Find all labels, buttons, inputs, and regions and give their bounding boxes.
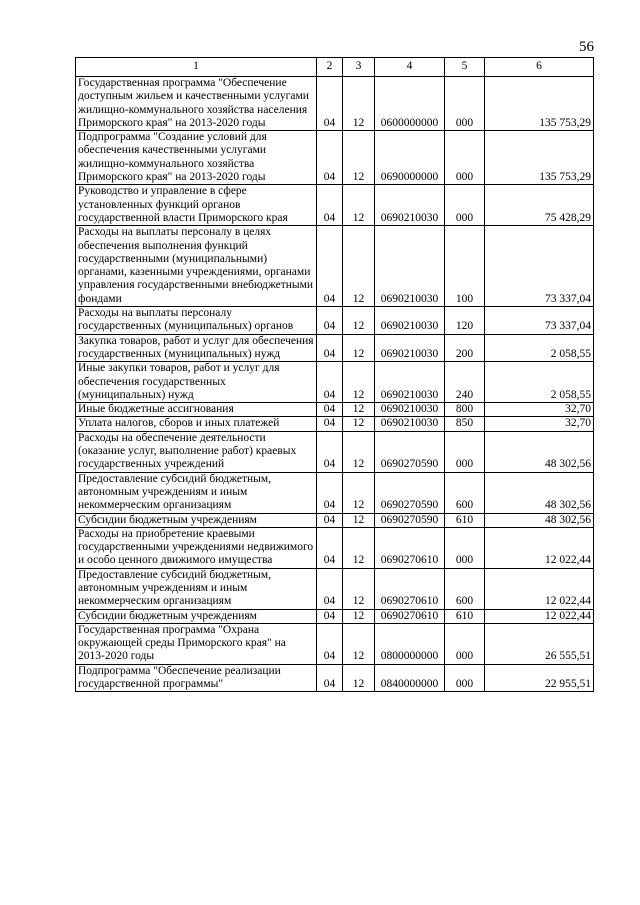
row-target-code: 0690210030 [375, 226, 445, 307]
row-amount: 48 302,56 [485, 472, 594, 513]
table-row [76, 403, 594, 417]
row-target-code: 0690210030 [375, 417, 445, 431]
row-amount: 48 302,56 [485, 513, 594, 527]
row-subsection: 12 [343, 131, 375, 185]
row-subsection: 12 [343, 334, 375, 362]
row-section: 04 [317, 513, 343, 527]
row-name: Государственная программа "Охрана окружающей среды Приморского края" на 2013-2020 годы [76, 623, 317, 664]
budget-table [75, 57, 594, 692]
row-section: 04 [317, 403, 343, 417]
row-target-code: 0690270610 [375, 527, 445, 568]
table-row [76, 334, 594, 362]
row-target-code: 0690210030 [375, 185, 445, 226]
row-expense-type: 000 [445, 431, 485, 472]
row-section: 04 [317, 362, 343, 403]
row-expense-type: 610 [445, 609, 485, 623]
row-section: 04 [317, 431, 343, 472]
row-section: 04 [317, 226, 343, 307]
row-target-code: 0690270610 [375, 568, 445, 609]
table-row [76, 568, 594, 609]
table-row [76, 77, 594, 131]
row-subsection: 12 [343, 527, 375, 568]
row-section: 04 [317, 417, 343, 431]
table-row [76, 307, 594, 335]
row-subsection: 12 [343, 664, 375, 692]
row-target-code: 0800000000 [375, 623, 445, 664]
row-section: 04 [317, 185, 343, 226]
table-row [76, 472, 594, 513]
row-subsection: 12 [343, 362, 375, 403]
row-subsection: 12 [343, 623, 375, 664]
table-row [76, 431, 594, 472]
row-expense-type: 000 [445, 623, 485, 664]
row-amount: 22 955,51 [485, 664, 594, 692]
row-name: Иные бюджетные ассигнования [76, 403, 317, 417]
row-name: Субсидии бюджетным учреждениям [76, 609, 317, 623]
row-subsection: 12 [343, 403, 375, 417]
header-cell: 1 [76, 58, 317, 77]
row-section: 04 [317, 664, 343, 692]
row-amount: 75 428,29 [485, 185, 594, 226]
row-subsection: 12 [343, 568, 375, 609]
table-row [76, 623, 594, 664]
row-target-code: 0690270590 [375, 431, 445, 472]
row-name: Подпрограмма "Создание условий для обеспечения качественными услугами жилищно-коммунального хозяйства Приморского края" на 2013-2020 годы [76, 131, 317, 185]
row-subsection: 12 [343, 431, 375, 472]
row-name: Расходы на выплаты персоналу государственных (муниципальных) органов [76, 307, 317, 335]
row-name: Закупка товаров, работ и услуг для обеспечения государственных (муниципальных) нужд [76, 334, 317, 362]
row-section: 04 [317, 527, 343, 568]
row-expense-type: 200 [445, 334, 485, 362]
row-name: Государственная программа "Обеспечение доступным жильем и качественными услугами жилищно-коммунального хозяйства населения Приморского края" на 2013-2020 годы [76, 77, 317, 131]
table-row [76, 226, 594, 307]
row-amount: 32,70 [485, 417, 594, 431]
table-row [76, 417, 594, 431]
table-row [76, 513, 594, 527]
row-subsection: 12 [343, 77, 375, 131]
row-amount: 26 555,51 [485, 623, 594, 664]
row-name: Предоставление субсидий бюджетным, автономным учреждениям и иным некоммерческим организациям [76, 568, 317, 609]
row-amount: 12 022,44 [485, 527, 594, 568]
row-section: 04 [317, 568, 343, 609]
row-amount: 135 753,29 [485, 131, 594, 185]
table-row [76, 527, 594, 568]
row-section: 04 [317, 77, 343, 131]
header-cell: 2 [317, 58, 343, 77]
row-target-code: 0690210030 [375, 403, 445, 417]
table-row [76, 664, 594, 692]
table-header-row [76, 58, 594, 77]
row-subsection: 12 [343, 185, 375, 226]
row-name: Расходы на обеспечение деятельности (оказание услуг, выполнение работ) краевых государственных учреждений [76, 431, 317, 472]
header-cell: 3 [343, 58, 375, 77]
row-amount: 32,70 [485, 403, 594, 417]
row-expense-type: 610 [445, 513, 485, 527]
header-cell: 6 [485, 58, 594, 77]
row-section: 04 [317, 307, 343, 335]
row-name: Иные закупки товаров, работ и услуг для обеспечения государственных (муниципальных) нужд [76, 362, 317, 403]
table-row [76, 609, 594, 623]
row-expense-type: 000 [445, 664, 485, 692]
page-number: 56 [579, 39, 594, 55]
row-target-code: 0690210030 [375, 307, 445, 335]
row-target-code: 0600000000 [375, 77, 445, 131]
table-row [76, 185, 594, 226]
row-section: 04 [317, 623, 343, 664]
row-expense-type: 600 [445, 472, 485, 513]
row-section: 04 [317, 472, 343, 513]
row-name: Расходы на выплаты персоналу в целях обеспечения выполнения функций государственными (муниципальными) органами, казенными учреждениями, органами управления государственными внебюджетными фондами [76, 226, 317, 307]
row-target-code: 0690210030 [375, 362, 445, 403]
row-expense-type: 240 [445, 362, 485, 403]
row-subsection: 12 [343, 307, 375, 335]
row-expense-type: 000 [445, 185, 485, 226]
row-amount: 73 337,04 [485, 226, 594, 307]
row-name: Расходы на приобретение краевыми государственными учреждениями недвижимого и особо ценного движимого имущества [76, 527, 317, 568]
row-name: Предоставление субсидий бюджетным, автономным учреждениям и иным некоммерческим организациям [76, 472, 317, 513]
header-cell: 5 [445, 58, 485, 77]
row-expense-type: 600 [445, 568, 485, 609]
row-expense-type: 000 [445, 77, 485, 131]
row-subsection: 12 [343, 417, 375, 431]
row-target-code: 0840000000 [375, 664, 445, 692]
row-target-code: 0690270590 [375, 472, 445, 513]
row-section: 04 [317, 609, 343, 623]
row-target-code: 0690000000 [375, 131, 445, 185]
row-name: Руководство и управление в сфере установленных функций органов государственной власти Приморского края [76, 185, 317, 226]
row-expense-type: 000 [445, 527, 485, 568]
row-amount: 48 302,56 [485, 431, 594, 472]
row-name: Субсидии бюджетным учреждениям [76, 513, 317, 527]
row-section: 04 [317, 131, 343, 185]
row-expense-type: 100 [445, 226, 485, 307]
table-row [76, 362, 594, 403]
row-amount: 12 022,44 [485, 609, 594, 623]
row-target-code: 0690270610 [375, 609, 445, 623]
row-amount: 2 058,55 [485, 334, 594, 362]
row-expense-type: 000 [445, 131, 485, 185]
row-expense-type: 120 [445, 307, 485, 335]
row-subsection: 12 [343, 609, 375, 623]
row-name: Уплата налогов, сборов и иных платежей [76, 417, 317, 431]
row-section: 04 [317, 334, 343, 362]
row-amount: 135 753,29 [485, 77, 594, 131]
row-subsection: 12 [343, 226, 375, 307]
header-cell: 4 [375, 58, 445, 77]
table-row [76, 131, 594, 185]
row-target-code: 0690210030 [375, 334, 445, 362]
row-name: Подпрограмма "Обеспечение реализации государственной программы" [76, 664, 317, 692]
row-target-code: 0690270590 [375, 513, 445, 527]
row-amount: 2 058,55 [485, 362, 594, 403]
row-expense-type: 850 [445, 417, 485, 431]
row-amount: 12 022,44 [485, 568, 594, 609]
row-amount: 73 337,04 [485, 307, 594, 335]
row-subsection: 12 [343, 513, 375, 527]
row-subsection: 12 [343, 472, 375, 513]
row-expense-type: 800 [445, 403, 485, 417]
